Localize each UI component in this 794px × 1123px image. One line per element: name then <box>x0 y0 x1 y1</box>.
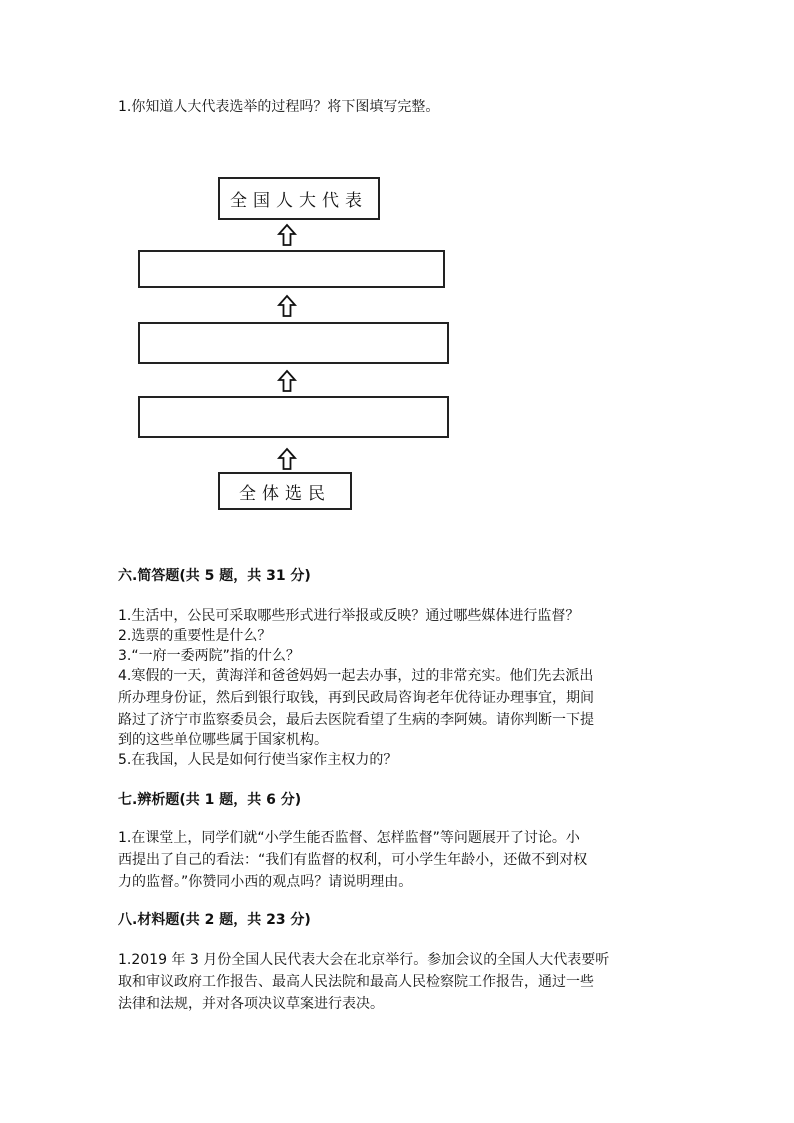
section-heading-material: 八.材料题(共 2 题，共 23 分) <box>118 912 311 928</box>
question-line: 西提出了自己的看法：“我们有监督的权利，可小学生年龄小，还做不到对权 <box>118 852 588 868</box>
up-arrow-icon <box>277 294 297 318</box>
flow-box-national-deputies: 全国人大代表 <box>218 177 380 220</box>
question-line: 4.寒假的一天，黄海洋和爸爸妈妈一起去办事，过的非常充实。他们先去派出 <box>118 668 594 684</box>
question-line: 所办理身份证，然后到银行取钱，再到民政局咨询老年优待证办理事宜，期间 <box>118 690 594 706</box>
question-line: 路过了济宁市监察委员会，最后去医院看望了生病的李阿姨。请你判断一下提 <box>118 712 594 728</box>
question-line: 3.“一府一委两院”指的什么？ <box>118 648 300 664</box>
question-line: 2.选票的重要性是什么？ <box>118 628 272 644</box>
up-arrow-icon <box>277 223 297 247</box>
section-heading-analysis: 七.辨析题(共 1 题，共 6 分) <box>118 792 302 808</box>
up-arrow-icon <box>277 369 297 393</box>
question-line: 1.生活中，公民可采取哪些形式进行举报或反映？通过哪些媒体进行监督？ <box>118 608 580 624</box>
flow-blank-box-1[interactable] <box>138 250 445 288</box>
question-line: 到的这些单位哪些属于国家机构。 <box>118 732 328 748</box>
question-line: 取和审议政府工作报告、最高人民法院和最高人民检察院工作报告，通过一些 <box>118 974 594 990</box>
question-line: 法律和法规，并对各项决议草案进行表决。 <box>118 996 384 1012</box>
question-line: 5.在我国，人民是如何行使当家作主权力的？ <box>118 752 398 768</box>
question-line: 1.2019 年 3 月份全国人民代表大会在北京举行。参加会议的全国人大代表要听 <box>118 952 610 968</box>
question-line: 1.在课堂上，同学们就“小学生能否监督、怎样监督”等问题展开了讨论。小 <box>118 830 580 846</box>
flow-blank-box-3[interactable] <box>138 396 449 438</box>
section-heading-short-answer: 六.简答题(共 5 题，共 31 分) <box>118 568 311 584</box>
question-line: 力的监督。”你赞同小西的观点吗？请说明理由。 <box>118 874 413 890</box>
question-intro: 1.你知道人大代表选举的过程吗？将下图填写完整。 <box>118 99 440 115</box>
flow-blank-box-2[interactable] <box>138 322 449 364</box>
up-arrow-icon <box>277 447 297 471</box>
flow-box-all-voters: 全体选民 <box>218 472 352 510</box>
